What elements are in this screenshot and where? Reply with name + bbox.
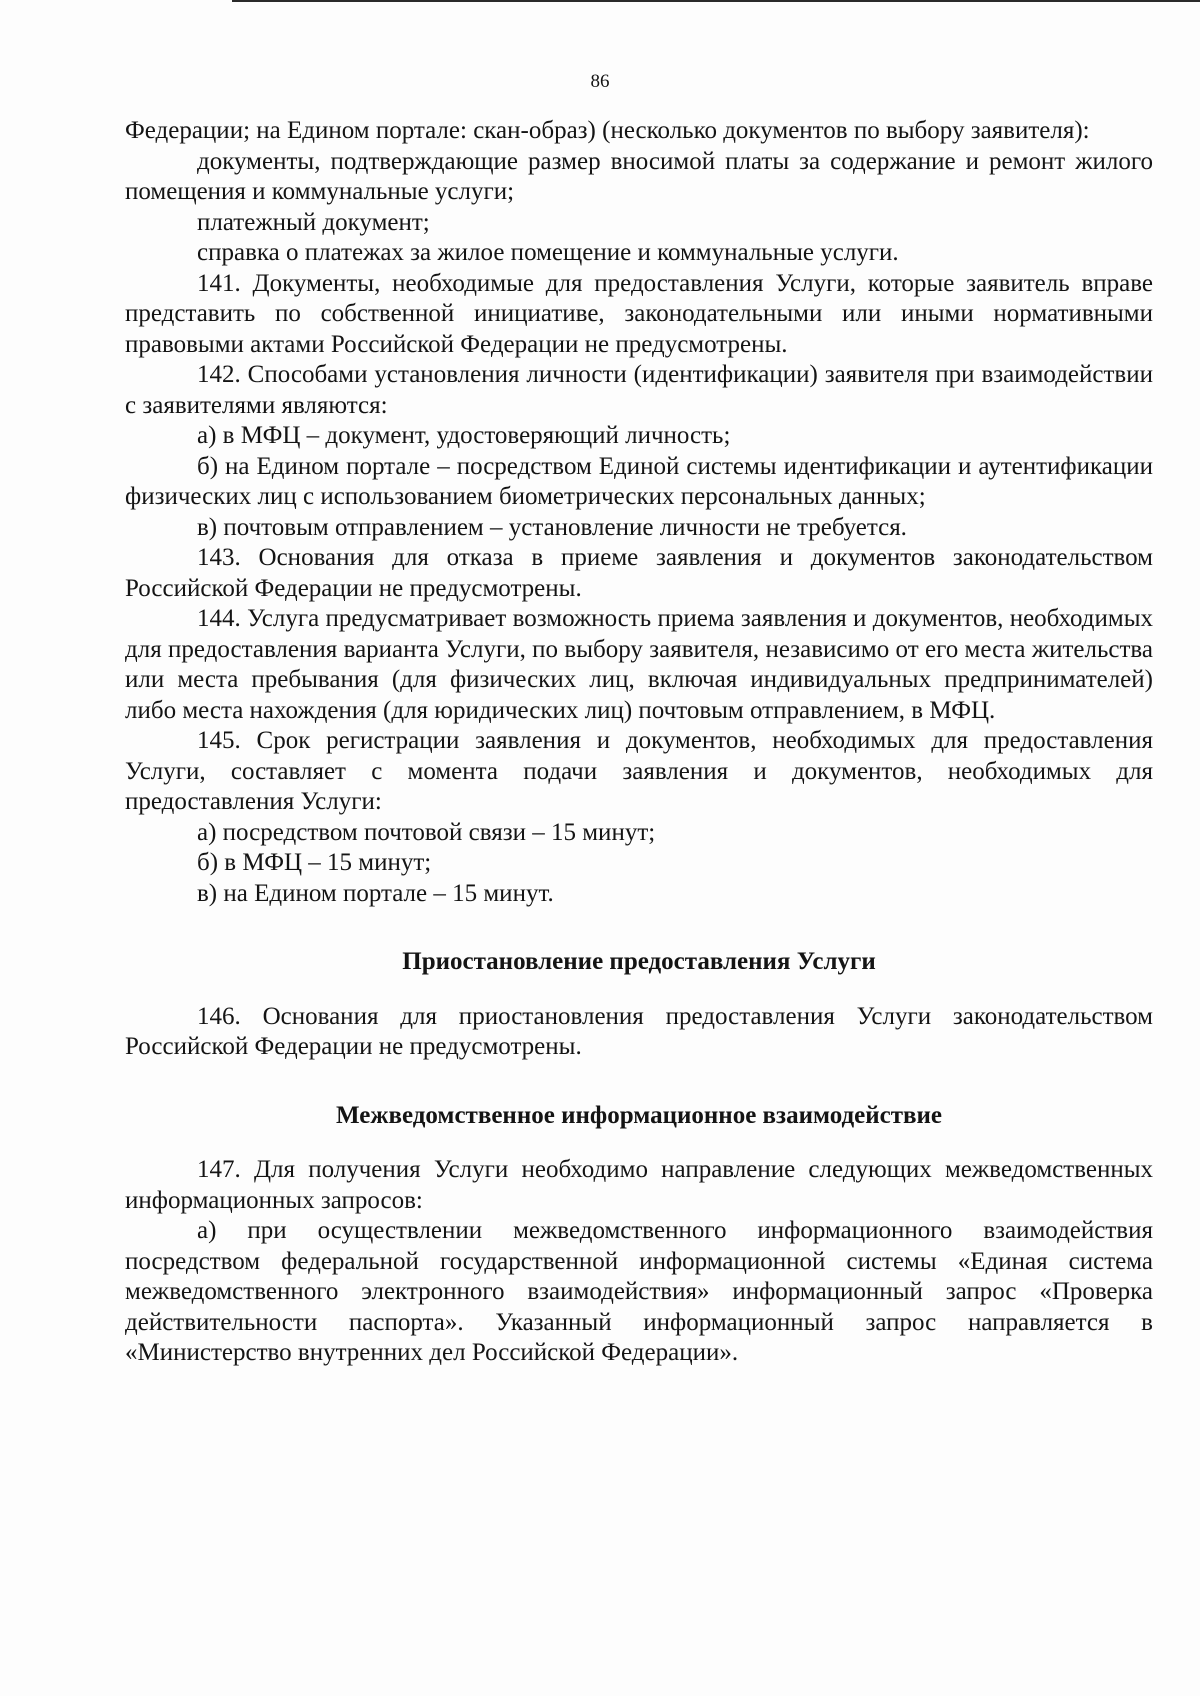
page-number: 86 — [590, 71, 610, 92]
top-border-line — [232, 0, 1200, 2]
document-body — [125, 116, 1153, 1369]
paragraph-145-v: в) на Едином портале – 15 минут. — [197, 879, 554, 907]
paragraph-145-b: б) в МФЦ – 15 минут; — [197, 849, 432, 876]
section-heading-suspension: Приостановление предоставления Услуги — [402, 948, 876, 975]
paragraph-142-a: а) в МФЦ – документ, удостоверяющий личность; — [197, 422, 731, 449]
paragraph-list-item: справка о платежах за жилое помещение и коммунальные услуги. — [197, 239, 899, 266]
paragraph-142-v: в) почтовым отправлением – установление личности не требуется. — [197, 513, 907, 541]
paragraph-continuation: Федерации; на Едином портале: скан-образ) (несколько документов по выбору заявителя): — [125, 117, 1090, 144]
paragraph-147: 147. Для получения Услуги необходимо направление следующих межведомственных информационных запросов: — [125, 1156, 1153, 1214]
paragraph-list-item: документы, подтверждающие размер вносимой платы за содержание и ремонт жилого помещения и коммунальные услуги; — [125, 147, 1153, 205]
paragraph-145-a: а) посредством почтовой связи – 15 минут; — [197, 818, 656, 846]
paragraph-list-item: платежный документ; — [197, 208, 430, 236]
section-heading-interagency: Межведомственное информационное взаимодействие — [336, 1101, 942, 1129]
paragraph-143: 143. Основания для отказа в приеме заявления и документов законодательством Российской Федерации не предусмотрены. — [125, 544, 1153, 602]
paragraph-142: 142. Способами установления личности (идентификации) заявителя при взаимодействии с заявителями являются: — [125, 361, 1153, 419]
paragraph-145: 145. Срок регистрации заявления и документов, необходимых для предоставления Услуги, составляет с момента подачи заявления и документов, необходимых для предоставления Услуги: — [125, 727, 1153, 815]
paragraph-146: 146. Основания для приостановления предоставления Услуги законодательством Российской Федерации не предусмотрены. — [125, 1002, 1153, 1060]
paragraph-142-b: б) на Едином портале – посредством Единой системы идентификации и аутентификации физических лиц с использованием биометрических персональных данных; — [125, 452, 1153, 510]
paragraph-144: 144. Услуга предусматривает возможность приема заявления и документов, необходимых для предоставления варианта Услуги, по выбору заявителя, независимо от его места жительства или места пребывания (для физических лиц, включая индивидуальных предпринимателей) либо места нахождения (для юридических лиц) почтовым отправлением, в МФЦ. — [125, 605, 1153, 724]
paragraph-141: 141. Документы, необходимые для предоставления Услуги, которые заявитель вправе представить по собственной инициативе, законодательными или иными нормативными правовыми актами Российской Федерации не предусмотрены. — [125, 269, 1153, 358]
paragraph-147-a: а) при осуществлении межведомственного информационного взаимодействия посредством федеральной государственной информационной системы «Единая система межведомственного электронного взаимодействия» информационный запрос «Проверка действительности паспорта». Указанный информационный запрос направляется в «Министерство внутренних дел Российской Федерации». — [125, 1217, 1153, 1366]
